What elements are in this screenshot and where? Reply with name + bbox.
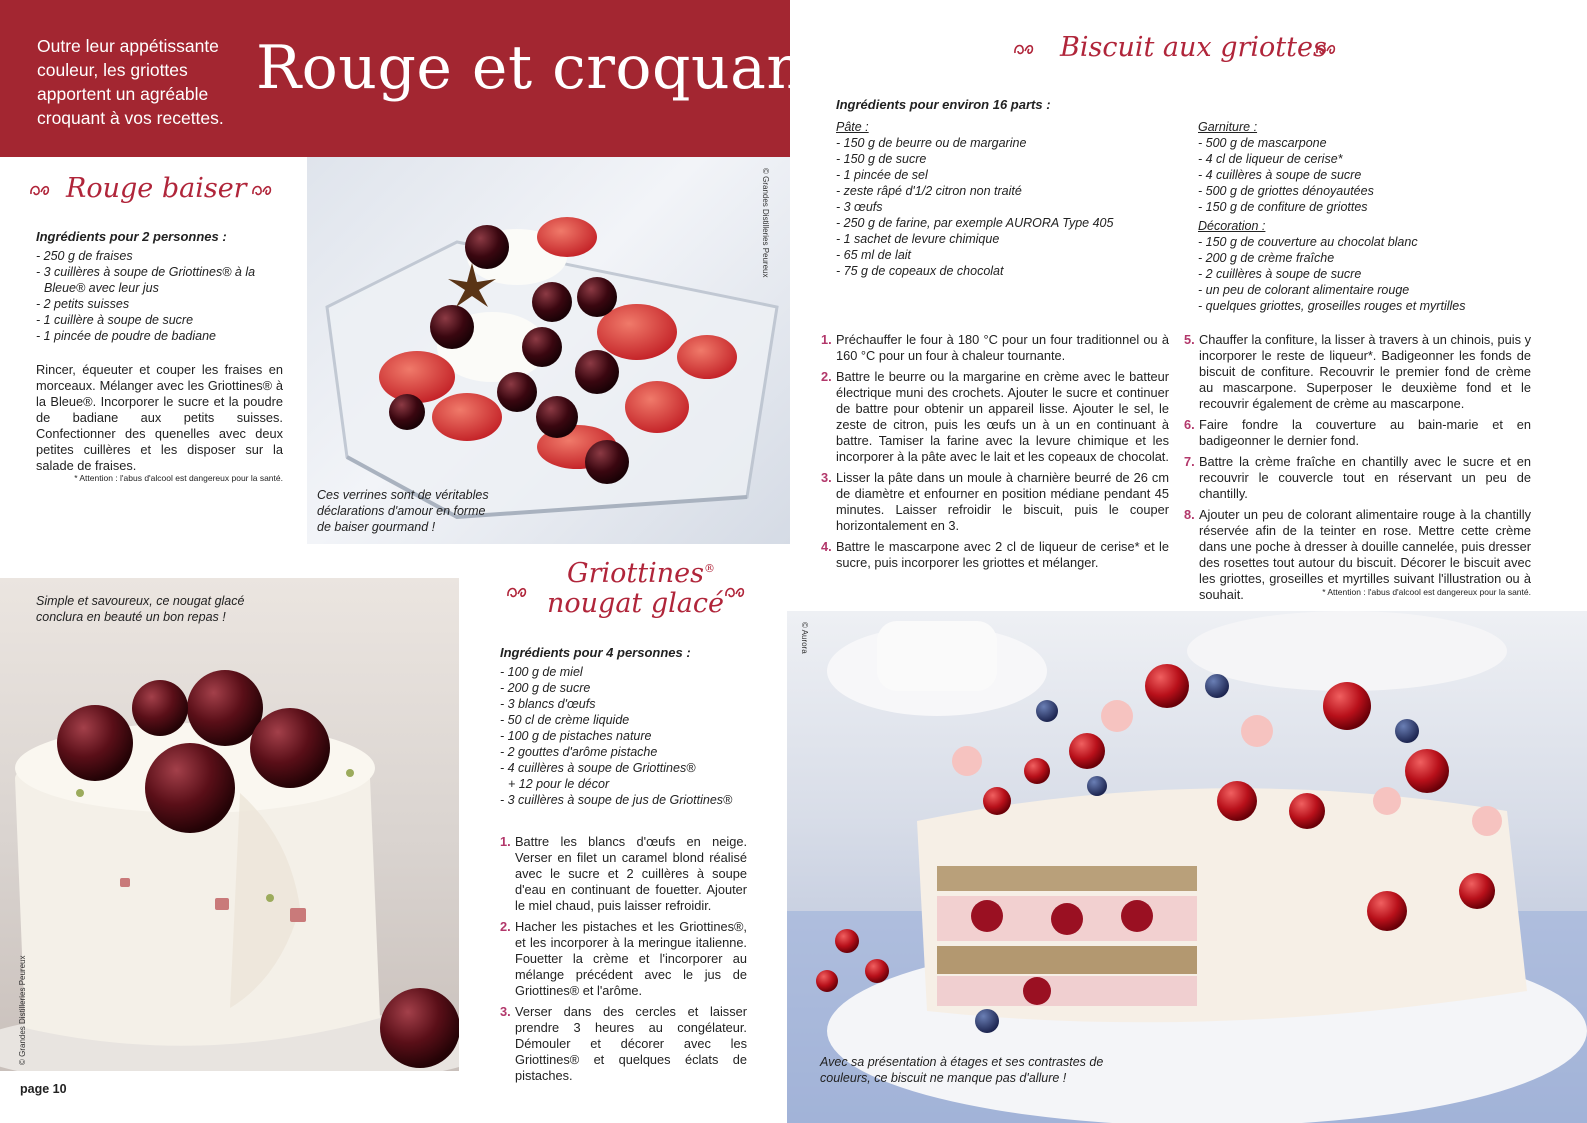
ingredient-item: - 500 g de griottes dénoyautées: [1198, 184, 1374, 198]
ingredient-item: - 3 cuillères à soupe de jus de Griottines®: [500, 793, 733, 807]
decoration-label: Décoration :: [1198, 219, 1266, 233]
verrine-photo-caption: Ces verrines sont de véritables déclarations d'amour en forme de baiser gourmand !: [317, 488, 489, 534]
cake-illustration: [787, 611, 1587, 1123]
ingredient-item: - 1 cuillère à soupe de sucre: [36, 313, 194, 327]
ingredient-item: - zeste râpé d'1/2 citron non traité: [836, 184, 1022, 198]
swirl-ornament-icon: [1314, 39, 1338, 59]
step-text: Battre les blancs d'œufs en neige. Verser en filet un caramel blond réalisé avec le sucre et 2 cuillères à soupe d'eau en continuant de fouetter. Ajouter le miel chaud, puis laisser refroidir.: [515, 834, 747, 913]
recipe-step: [1184, 417, 1531, 449]
recipe-step: [500, 919, 747, 999]
nougat-title-line2: nougat glacé: [547, 588, 724, 619]
pate-ingredients: [836, 135, 1166, 279]
verrine-photo-credit: © Grandes Distilleries Peureux: [761, 168, 770, 278]
step-number: 2.: [500, 919, 511, 934]
recipe-step: [821, 369, 1169, 465]
ingredient-item: - un peu de colorant alimentaire rouge: [1198, 283, 1410, 297]
ingredient-item: Bleue® avec leur jus: [44, 281, 159, 295]
ingredient-item: - 3 cuillères à soupe de Griottines® à la: [36, 265, 256, 279]
ingredient-item: - 2 petits suisses: [36, 297, 130, 311]
ingredient-item: - 4 cl de liqueur de cerise*: [1198, 152, 1343, 166]
swirl-ornament-icon: [505, 582, 529, 602]
cake-photo-caption: Avec sa présentation à étages et ses contrastes de couleurs, ce biscuit ne manque pas d'allure !: [820, 1055, 1104, 1085]
rouge-baiser-title: Rouge baiser: [66, 173, 247, 204]
step-text: Ajouter un peu de colorant alimentaire rouge à la chantilly réservée afin de la teinter en rose. Mettre cette crème dans une poche à dresser à douille cannelée, puis dresser des rosettes tout autour du biscuit. Décorer le biscuit avec les griottes, groseilles et myrtilles suivant l'illustration ou à souhait.: [1199, 507, 1531, 602]
biscuit-title: Biscuit aux griottes: [1060, 32, 1327, 63]
biscuit-steps-left: [821, 332, 1169, 576]
biscuit-heading: [1012, 33, 1342, 67]
step-number: 3.: [821, 470, 832, 485]
pate-label: Pâte :: [836, 120, 869, 134]
step-text: Battre la crème fraîche en chantilly avec le sucre et en recouvrir le couvercle tout en réservant un peu de chantilly.: [1199, 454, 1531, 501]
nougat-ingredients: [500, 664, 750, 808]
step-number: 5.: [1184, 332, 1195, 347]
step-number: 3.: [500, 1004, 511, 1019]
rouge-baiser-ingredients-heading: Ingrédients pour 2 personnes :: [36, 229, 227, 244]
recipe-step: [821, 470, 1169, 534]
step-text: Hacher les pistaches et les Griottines®, et les incorporer à la meringue italienne. Fouetter la crème et l'incorporer au mélange précédent avec le jus de Griottines® et l'arôme.: [515, 919, 747, 998]
alcohol-warning: * Attention : l'abus d'alcool est dangereux pour la santé.: [74, 473, 283, 483]
ingredient-item: - 4 cuillères à soupe de Griottines®: [500, 761, 696, 775]
ingredient-item: - 1 sachet de levure chimique: [836, 232, 1000, 246]
ingredient-item: - 200 g de sucre: [500, 681, 591, 695]
nougat-title-line1: Griottines®: [567, 558, 715, 589]
page-number: page 10: [20, 1082, 67, 1096]
ingredient-item: - 500 g de mascarpone: [1198, 136, 1327, 150]
ingredient-item: - 3 blancs d'œufs: [500, 697, 596, 711]
nougat-ingredients-heading: Ingrédients pour 4 personnes :: [500, 645, 691, 660]
step-text: Chauffer la confiture, la lisser à travers à un chinois, puis y incorporer le reste de liqueur*. Badigeonner les fonds de biscuit de confiture. Recouvrir le premier fond de crème au mascarpone. Superposer le deuxième fond et le recouvrir également de crème au mascarpone.: [1199, 332, 1531, 411]
step-number: 7.: [1184, 454, 1195, 469]
step-text: Lisser la pâte dans un moule à charnière beurré de 26 cm de diamètre et enfourner en position médiane pendant 45 minutes. Laisser refroidir le biscuit, puis le couper horizontalement en 3.: [836, 470, 1169, 533]
step-number: 4.: [821, 539, 832, 554]
step-text: Battre le mascarpone avec 2 cl de liqueur de cerise* et le sucre, puis incorporer les griottes et mélanger.: [836, 539, 1169, 570]
step-text: Faire fondre la couverture au bain-marie et en badigeonner le dernier fond.: [1199, 417, 1531, 448]
cake-photo-credit: © Aurora: [800, 622, 809, 654]
ingredient-item: - 4 cuillères à soupe de sucre: [1198, 168, 1362, 182]
recipe-step: [1184, 332, 1531, 412]
ingredient-item: - 150 g de sucre: [836, 152, 927, 166]
banner-intro-text: Outre leur appétissante couleur, les griottes apportent un agréable croquant à vos recettes.: [37, 36, 224, 128]
ingredient-item: - 150 g de beurre ou de margarine: [836, 136, 1027, 150]
ingredient-item: - 1 pincée de poudre de badiane: [36, 329, 217, 343]
step-number: 1.: [500, 834, 511, 849]
step-number: 8.: [1184, 507, 1195, 522]
ingredient-item: - 75 g de copeaux de chocolat: [836, 264, 1004, 278]
step-number: 2.: [821, 369, 832, 384]
ingredient-item: - 1 pincée de sel: [836, 168, 928, 182]
garniture-label: Garniture :: [1198, 120, 1258, 134]
verrine-photo: [307, 157, 790, 544]
nougat-illustration: [0, 578, 459, 1071]
cake-photo: [787, 611, 1587, 1123]
recipe-step: [821, 332, 1169, 364]
recipe-step: [1184, 454, 1531, 502]
nougat-photo-credit: © Grandes Distilleries Peureux: [18, 955, 27, 1065]
ingredient-item: - 150 g de couverture au chocolat blanc: [1198, 235, 1418, 249]
nougat-steps: [500, 834, 747, 1089]
nougat-heading: [505, 558, 757, 624]
ingredient-item: - 50 cl de crème liquide: [500, 713, 630, 727]
ingredient-item: - 150 g de confiture de griottes: [1198, 200, 1368, 214]
swirl-ornament-icon: [28, 180, 52, 200]
swirl-ornament-icon: [250, 180, 274, 200]
step-text: Battre le beurre ou la margarine en crème avec le batteur électrique muni des crochets. Ajouter le sucre et continuer de battre pour obtenir un appareil lisse. Ajouter le sel, le zeste de citron, puis les œufs un à un en continuant à battre. Tamiser la farine avec la levure chimique et les incorporer à la pâte avec le lait et les copeaux de chocolat.: [836, 369, 1169, 464]
swirl-ornament-icon: [723, 582, 747, 602]
rouge-baiser-method: Rincer, équeuter et couper les fraises en morceaux. Mélanger avec les Griottines® à la Bleue®. Incorporer le sucre et la poudre de badiane aux petits suisses. Confectionner des quenelles avec deux petites cuillères et les disposer sur la salade de fraises.: [36, 362, 283, 473]
ingredient-item: + 12 pour le décor: [508, 777, 610, 791]
ingredient-item: - 250 g de farine, par exemple AURORA Type 405: [836, 216, 1114, 230]
step-text: Verser dans des cercles et laisser prendre 3 heures au congélateur. Démouler et décorer avec les Griottines® et quelques éclats de pistaches.: [515, 1004, 747, 1083]
ingredient-item: - 200 g de crème fraîche: [1198, 251, 1335, 265]
rouge-baiser-heading: [28, 174, 278, 208]
garniture-ingredients: [1198, 135, 1538, 215]
recipe-step: [821, 539, 1169, 571]
nougat-photo-caption: Simple et savoureux, ce nougat glacé conclura en beauté un bon repas !: [36, 594, 245, 624]
ingredient-item: - 65 ml de lait: [836, 248, 912, 262]
recipe-step: [500, 1004, 747, 1084]
page-title: Rouge et croquant: [256, 33, 831, 103]
ingredient-item: - quelques griottes, groseilles rouges et myrtilles: [1198, 299, 1466, 313]
biscuit-ingredients-heading: Ingrédients pour environ 16 parts :: [836, 97, 1051, 112]
ingredient-item: - 100 g de miel: [500, 665, 583, 679]
ingredient-item: - 2 gouttes d'arôme pistache: [500, 745, 658, 759]
rouge-baiser-ingredients: [36, 248, 286, 344]
step-number: 1.: [821, 332, 832, 347]
ingredient-item: - 100 g de pistaches nature: [500, 729, 652, 743]
biscuit-steps-right: [1184, 332, 1531, 608]
ingredient-item: - 2 cuillères à soupe de sucre: [1198, 267, 1362, 281]
recipe-step: [500, 834, 747, 914]
ingredient-item: - 250 g de fraises: [36, 249, 133, 263]
decoration-ingredients: [1198, 234, 1538, 314]
alcohol-warning: * Attention : l'abus d'alcool est dangereux pour la santé.: [1322, 587, 1531, 597]
ingredient-item: - 3 œufs: [836, 200, 883, 214]
step-number: 6.: [1184, 417, 1195, 432]
swirl-ornament-icon: [1012, 39, 1036, 59]
verrine-illustration: [307, 157, 790, 544]
step-text: Préchauffer le four à 180 °C pour un four traditionnel ou à 160 °C pour un four à chaleur tournante.: [836, 332, 1169, 363]
nougat-photo: [0, 578, 459, 1071]
